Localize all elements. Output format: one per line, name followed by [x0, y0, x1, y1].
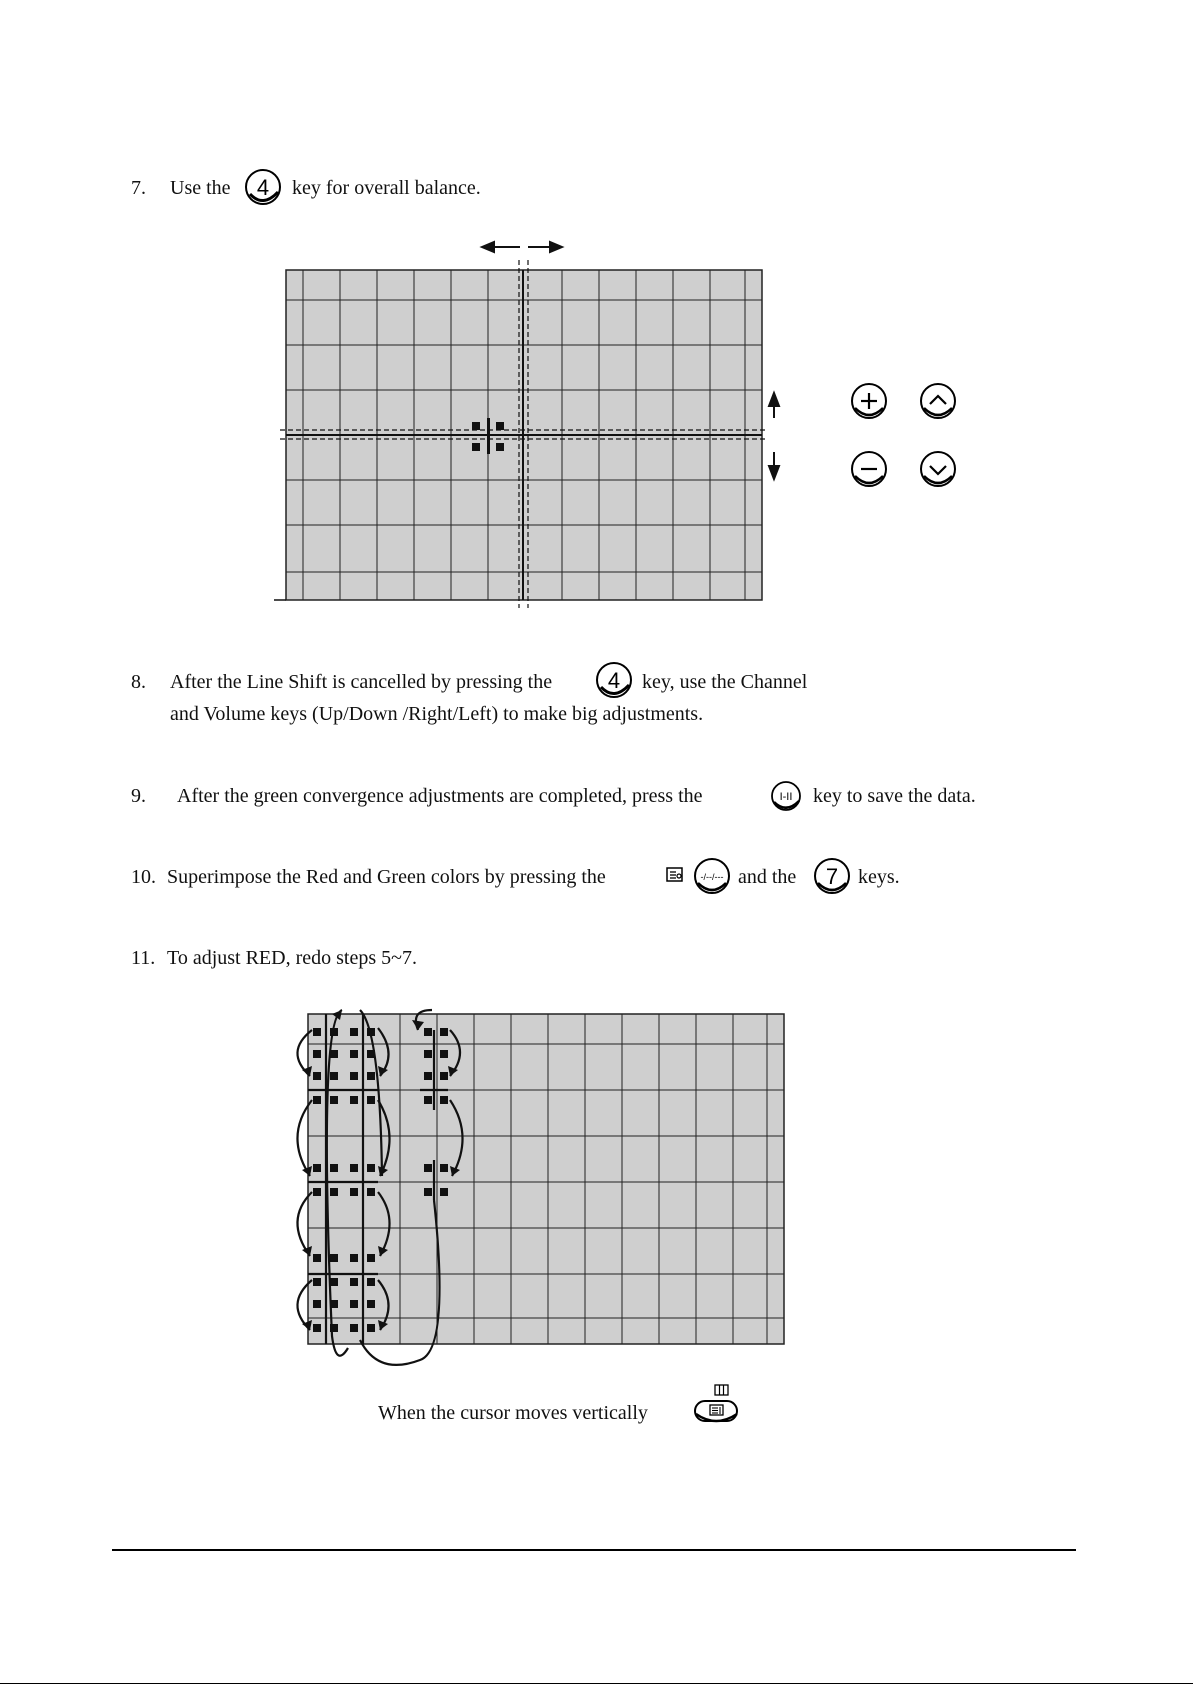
footer-rule	[112, 1549, 1076, 1551]
plus-key-button[interactable]	[850, 382, 890, 422]
key-4-button[interactable]	[244, 168, 284, 208]
step-10-text-mid: and the	[738, 866, 797, 888]
step-10-text-post: keys.	[858, 866, 900, 888]
step-8-text-line2: and Volume keys (Up/Down /Right/Left) to make big adjustments.	[170, 703, 704, 725]
down-key-button[interactable]	[919, 450, 959, 490]
horizontal-shift-arrows	[482, 242, 562, 252]
step-8-text-pre: After the Line Shift is cancelled by pressing the	[170, 671, 553, 693]
key-4-button-step8[interactable]	[595, 661, 635, 701]
teletext-icon	[666, 867, 684, 883]
convergence-grid-diagram	[270, 230, 790, 610]
key-i-ii-button[interactable]	[770, 780, 804, 814]
step-9-text-pre: After the green convergence adjustments are completed, press the	[177, 785, 703, 807]
key-7-button[interactable]	[813, 857, 853, 897]
step-11-text: To adjust RED, redo steps 5~7.	[167, 947, 417, 969]
key-4-label-step8: 4	[607, 668, 621, 693]
figure-caption: When the cursor moves vertically	[378, 1402, 648, 1424]
key-dash-button[interactable]	[693, 857, 733, 897]
key-4-label: 4	[256, 175, 270, 200]
step-10-number: 10.	[131, 866, 156, 888]
step-7-text-pre: Use the	[170, 177, 231, 199]
key-7-label: 7	[825, 864, 839, 889]
key-i-ii-label: I-II	[779, 791, 793, 803]
step-7-text-post: key for overall balance.	[292, 177, 481, 199]
step-9-number: 9.	[131, 785, 146, 807]
key-dash-label: -/--/---	[700, 872, 724, 882]
step-11-number: 11.	[131, 947, 156, 969]
step-7-number: 7.	[131, 177, 146, 199]
up-key-button[interactable]	[919, 382, 959, 422]
grid-area-2	[308, 1014, 784, 1344]
step-9-text-post: key to save the data.	[813, 785, 976, 807]
step-8-text-post: key, use the Channel	[642, 671, 808, 693]
cursor-movement-diagram	[270, 1000, 800, 1370]
step-10-text-pre: Superimpose the Red and Green colors by pressing the	[167, 866, 606, 888]
step-8-number: 8.	[131, 671, 146, 693]
page-bottom-rule	[0, 1683, 1193, 1684]
vertical-shift-arrows	[769, 393, 779, 479]
teletext-key-button[interactable]	[693, 1398, 741, 1426]
menu-icon	[714, 1384, 730, 1396]
minus-key-button[interactable]	[850, 450, 890, 490]
